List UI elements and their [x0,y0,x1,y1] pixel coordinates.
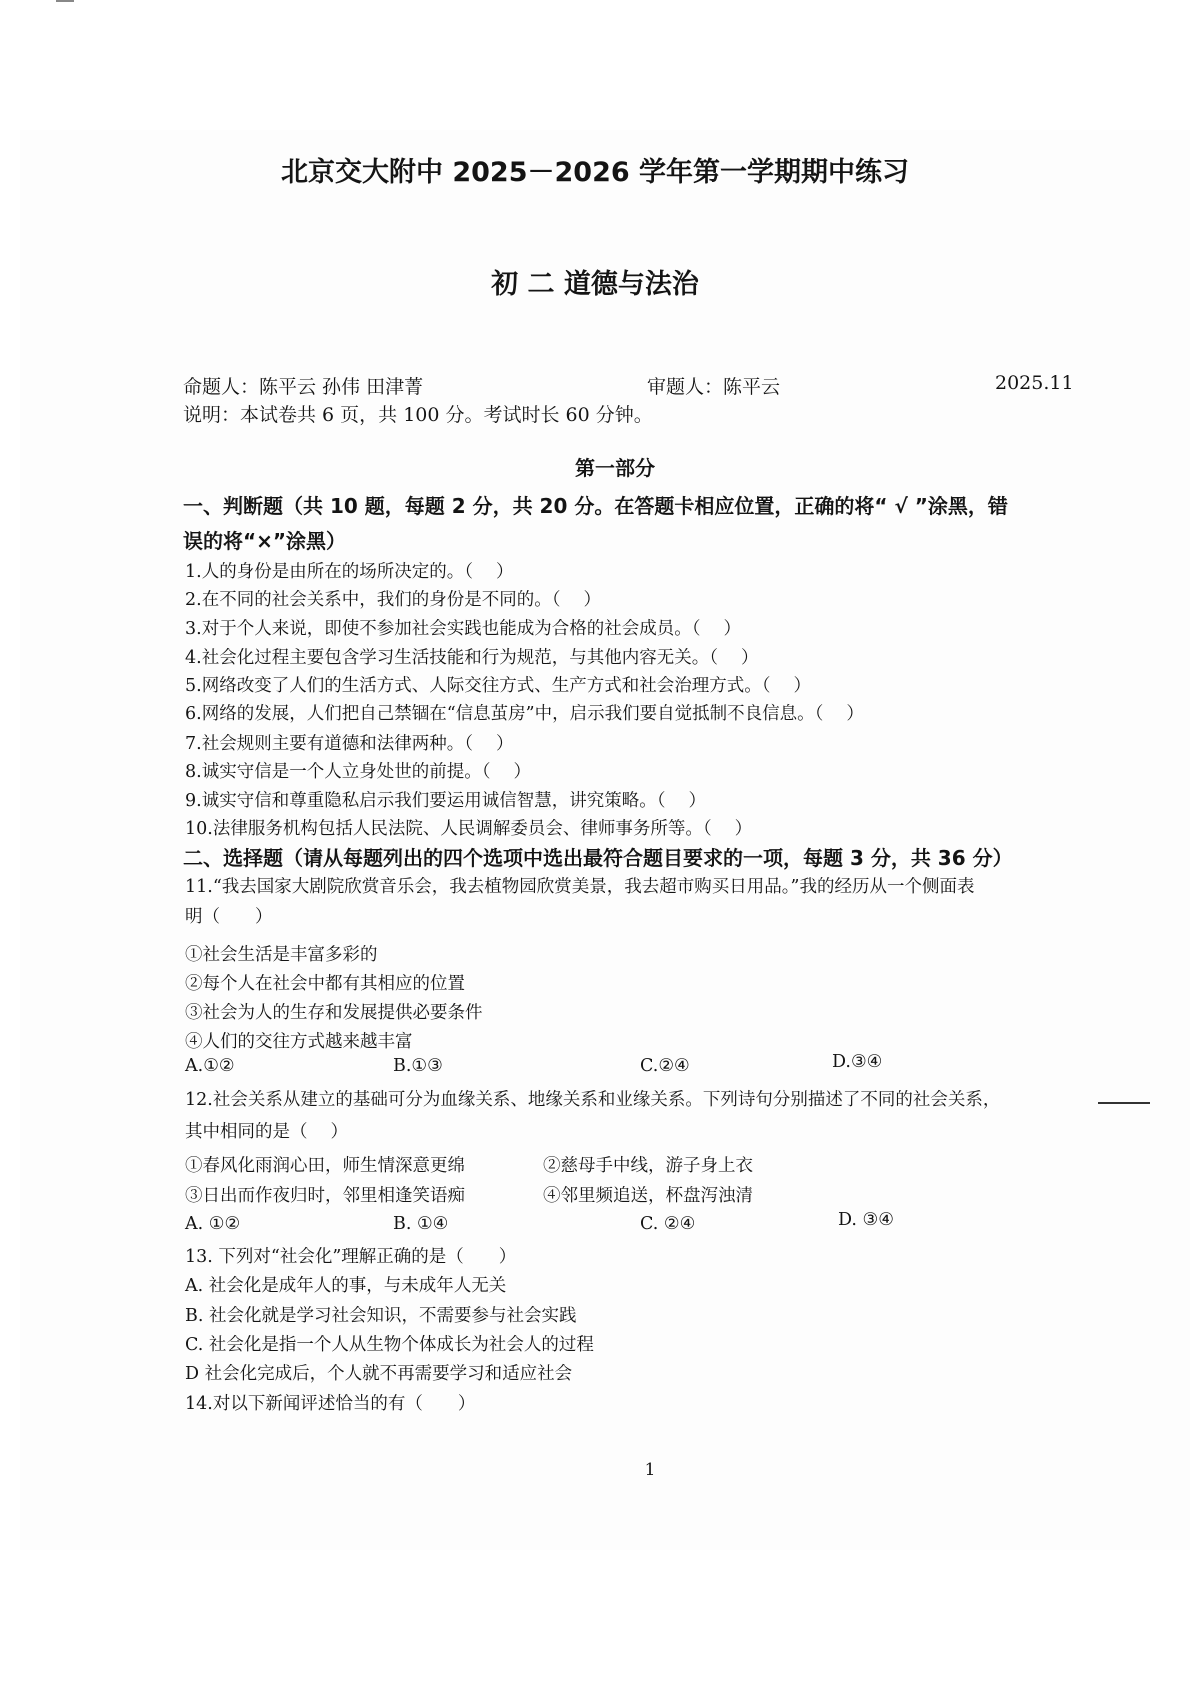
scan-artifact [56,0,74,2]
q11-statement-2: ②每个人在社会中都有其相应的位置 [185,974,465,994]
question-11-stem: 11.“我去国家大剧院欣赏音乐会，我去植物园欣赏美景，我去超市购买日用品。”我的经历从一个侧面表 [185,877,975,897]
answer-blank-line [1098,1102,1150,1104]
section1-heading-cont: 误的将“×”涂黑） [183,529,347,553]
question-7: 7.社会规则主要有道德和法律两种。（ ） [185,734,514,754]
q11-option-b: B.①③ [393,1056,443,1076]
question-5: 5.网络改变了人们的生活方式、人际交往方式、生产方式和社会治理方式。（ ） [185,676,812,696]
q11-option-d: D.③④ [832,1052,883,1072]
exam-date: 2025.11 [995,372,1074,394]
q13-option-b: B. 社会化就是学习社会知识，不需要参与社会实践 [185,1306,577,1326]
question-4: 4.社会化过程主要包含学习生活技能和行为规范，与其他内容无关。（ ） [185,648,759,668]
question-10: 10.法律服务机构包括人民法院、人民调解委员会、律师事务所等。（ ） [185,819,753,839]
q11-statement-1: ①社会生活是丰富多彩的 [185,945,378,965]
part-heading: 第一部分 [575,456,655,480]
question-9: 9.诚实守信和尊重隐私启示我们要运用诚信智慧，讲究策略。（ ） [185,791,707,811]
section2-heading: 二、选择题（请从每题列出的四个选项中选出最符合题目要求的一项，每题 3 分，共 36 分） [183,846,1013,870]
q11-statement-4: ④人们的交往方式越来越丰富 [185,1032,413,1052]
q12-statement-2: ②慈母手中线，游子身上衣 [543,1156,753,1176]
q11-option-c: C.②④ [640,1056,690,1076]
q12-option-b: B. ①④ [393,1214,449,1234]
q12-statement-4: ④邻里频追送，杯盘泻浊清 [543,1186,753,1206]
question-14-stem: 14.对以下新闻评述恰当的有（ ） [185,1394,476,1414]
q12-statement-1: ①春风化雨润心田，师生情深意更绵 [185,1156,465,1176]
q12-option-c: C. ②④ [640,1214,696,1234]
section1-heading: 一、判断题（共 10 题，每题 2 分，共 20 分。在答题卡相应位置，正确的将“ √ ”涂黑，错 [183,494,1008,518]
q13-option-a: A. 社会化是成年人的事，与未成年人无关 [185,1276,507,1296]
question-3: 3.对于个人来说，即使不参加社会实践也能成为合格的社会成员。（ ） [185,619,742,639]
q11-option-a: A.①② [185,1056,235,1076]
question-12-stem-cont: 其中相同的是（ ） [185,1122,349,1142]
q13-option-d: D 社会化完成后，个人就不再需要学习和适应社会 [185,1364,573,1384]
question-13-stem: 13. 下列对“社会化”理解正确的是（ ） [185,1247,517,1267]
q13-option-c: C. 社会化是指一个人从生物个体成长为社会人的过程 [185,1335,594,1355]
reviewer: 审题人：陈平云 [647,376,781,398]
question-12-stem: 12.社会关系从建立的基础可分为血缘关系、地缘关系和业缘关系。下列诗句分别描述了不同的社会关系， [185,1090,1001,1110]
q12-option-d: D. ③④ [838,1210,894,1230]
question-2: 2.在不同的社会关系中，我们的身份是不同的。（ ） [185,590,602,610]
q11-statement-3: ③社会为人的生存和发展提供必要条件 [185,1003,483,1023]
question-8: 8.诚实守信是一个人立身处世的前提。（ ） [185,762,532,782]
exam-title: 北京交大附中 2025－2026 学年第一学期期中练习 [280,157,910,188]
question-1: 1.人的身份是由所在的场所决定的。（ ） [185,562,514,582]
instructions: 说明：本试卷共 6 页，共 100 分。考试时长 60 分钟。 [183,404,653,426]
q12-option-a: A. ①② [185,1214,241,1234]
authors: 命题人：陈平云 孙伟 田津菁 [183,376,424,398]
page-number: 1 [644,1460,656,1480]
question-6: 6.网络的发展，人们把自己禁锢在“信息茧房”中，启示我们要自觉抵制不良信息。（ ） [185,704,864,724]
question-11-stem-cont: 明（ ） [185,907,273,927]
exam-subject: 初 二 道德与法治 [491,269,699,300]
q12-statement-3: ③日出而作夜归时，邻里相逢笑语痴 [185,1186,465,1206]
